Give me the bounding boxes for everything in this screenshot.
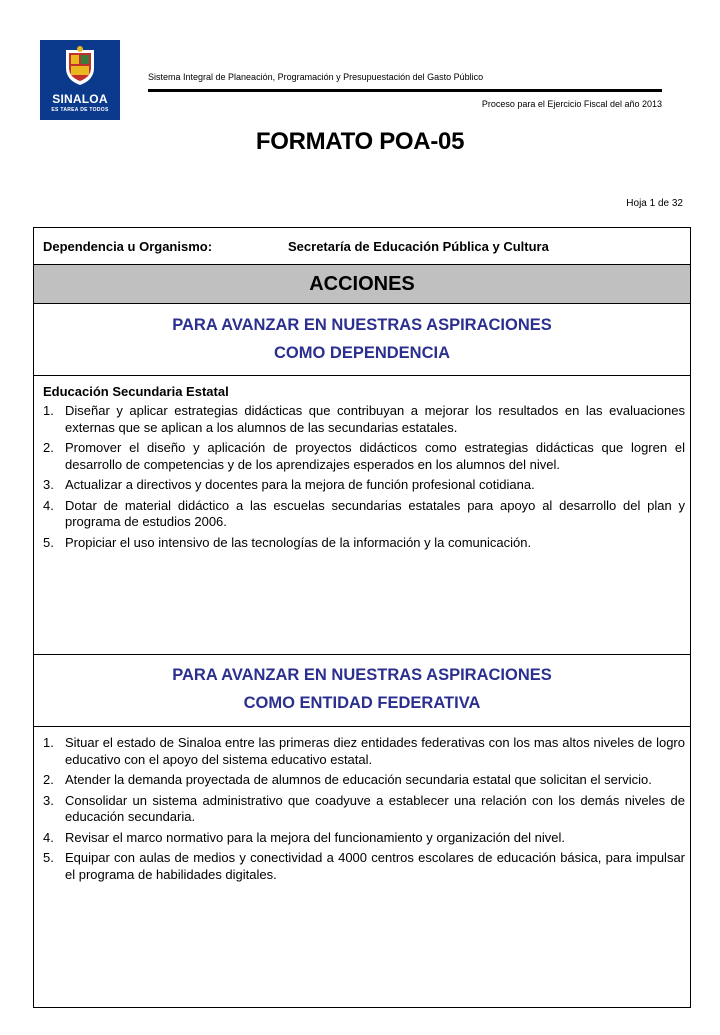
- section2-heading-line1: PARA AVANZAR EN NUESTRAS ASPIRACIONES: [172, 666, 552, 684]
- list-item: 5. Propiciar el uso intensivo de las tecnologías de la información y la comunicación.: [43, 534, 532, 550]
- section1-body: [34, 376, 690, 655]
- actions-band: [34, 265, 690, 304]
- coat-of-arms-icon: [62, 46, 98, 86]
- section2-heading-line2: COMO ENTIDAD FEDERATIVA: [243, 694, 481, 712]
- system-title: Sistema Integral de Planeación, Programación y Presupuestación del Gasto Público: [148, 72, 484, 82]
- actions-title: ACCIONES: [309, 273, 415, 295]
- list-item: 2. Atender la demanda proyectada de alumnos de educación secundaria estatal que solicitan el servicio.: [43, 772, 652, 787]
- list-item: 1. Diseñar y aplicar estrategias didácticas que contribuyan a mejorar los resultados en las evaluaciones externas que se aplican a los alumnos de las secundarias estatales.: [43, 403, 685, 435]
- list-item: 3. Actualizar a directivos y docentes para la mejora de función profesional cotidiana.: [43, 477, 535, 492]
- poa-form: [33, 227, 691, 1008]
- section1-subtitle: Educación Secundaria Estatal: [43, 384, 229, 399]
- page-number: Hoja 1 de 32: [626, 198, 683, 209]
- section-heading-entidad: [34, 655, 690, 727]
- page-title: FORMATO POA-05: [255, 128, 465, 155]
- list-item: 1. Situar el estado de Sinaloa entre las primeras diez entidades federativas con los mas altos niveles de logro educativo con el apoyo del sistema educativo estatal.: [43, 735, 685, 767]
- section2-body: [34, 727, 690, 1007]
- list-item: 3. Consolidar un sistema administrativo que coadyuve a establecer una relación con los demás niveles de educación secundaria.: [43, 792, 685, 824]
- dependency-row: [34, 228, 690, 265]
- section-heading-dependencia: [34, 304, 690, 376]
- list-item: 4. Revisar el marco normativo para la mejora del funcionamiento y organización del nivel.: [43, 829, 566, 845]
- sinaloa-logo: [40, 40, 120, 120]
- dependency-value: Secretaría de Educación Pública y Cultura: [288, 239, 549, 254]
- logo-tagline: ES TAREA DE TODOS: [51, 107, 109, 113]
- dependency-label: Dependencia u Organismo:: [43, 239, 213, 254]
- header-rule: [148, 89, 662, 92]
- list-item: 5. Equipar con aulas de medios y conectividad a 4000 centros escolares de educación básica, para impulsar el programa de habilidades digitales.: [43, 850, 685, 882]
- section1-heading-line1: PARA AVANZAR EN NUESTRAS ASPIRACIONES: [172, 316, 552, 334]
- process-year: Proceso para el Ejercicio Fiscal del año 2013: [481, 99, 662, 109]
- list-item: 2. Promover el diseño y aplicación de proyectos didácticos como estrategias didácticas que logren el desarrollo de competencias y de los aprendizajes esperados en los alumnos del nivel.: [43, 440, 685, 472]
- list-item: 4. Dotar de material didáctico a las escuelas secundarias estatales para apoyo al desarrollo del plan y programa de estudios 2006.: [43, 497, 685, 529]
- section1-heading-line2: COMO DEPENDENCIA: [273, 344, 450, 362]
- logo-name: SINALOA: [52, 92, 108, 106]
